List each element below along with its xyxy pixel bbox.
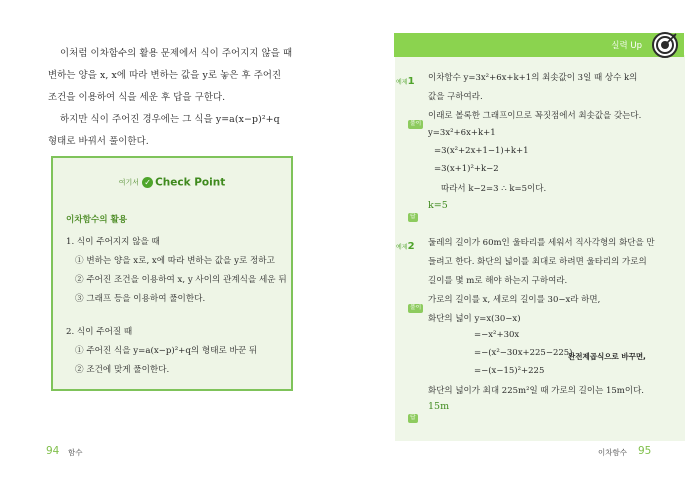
q2-line-2: 들려고 한다. 화단의 넓이를 최대로 하려면 울타리의 가로의 [428, 257, 647, 267]
check-point-prefix: 여기서 [118, 178, 140, 187]
intro-line-2: 변하는 양을 x, x에 따라 변하는 값을 y로 놓은 후 주어진 [48, 70, 282, 81]
check-point-item-1: 1. 식이 주어지지 않을 때 [66, 237, 160, 247]
q2-solution-5: =−(x−15)²+225 [474, 366, 545, 376]
check-point-item-2: 2. 식이 주어질 때 [66, 327, 133, 337]
q2-tag: 예제 [396, 244, 408, 251]
check-point-item-2-1: ① 주어진 식을 y=a(x−p)²+q의 형태로 바꾼 뒤 [75, 346, 258, 356]
intro-line-4: 하지만 식이 주어진 경우에는 그 식을 y=a(x−p)²+q [60, 114, 280, 125]
banner-label: 실력 Up [611, 41, 642, 51]
q1-solution-3: =3(x²+2x+1−1)+k+1 [434, 146, 529, 156]
intro-line-5: 형태로 바꿔서 풀이한다. [48, 136, 149, 147]
q2-solution-2: 화단의 넓이 y=x(30−x) [428, 314, 521, 324]
q2-solution-4: =−(x²−30x+225−225) [474, 348, 573, 358]
check-point-item-1-1: ① 변하는 양을 x로, x에 따라 변하는 값을 y로 정하고 [75, 256, 275, 266]
intro-line-3: 조건을 이용하여 식을 세운 후 답을 구한다. [48, 92, 226, 103]
q1-header [396, 69, 415, 88]
q1-answer-tag: 답 [410, 214, 416, 220]
target-icon [652, 32, 678, 58]
q2-solution-6: 화단의 넓이가 최대 225m²일 때 가로의 길이는 15m이다. [428, 386, 644, 396]
check-point-section: 이차함수의 활용 [66, 215, 128, 225]
q2-line-3: 길이를 몇 m로 해야 하는지 구하여라. [428, 276, 568, 286]
q1-solution-4: =3(x+1)²+k−2 [434, 164, 499, 174]
q1-answer: k=5 [428, 200, 448, 211]
q2-line-1: 둘레의 길이가 60m인 울타리를 세워서 직사각형의 화단을 만 [428, 238, 655, 248]
q2-number: 2 [407, 241, 415, 252]
intro-line-1: 이처럼 이차함수의 활용 문제에서 식이 주어지지 않을 때 [60, 48, 293, 59]
right-page [350, 0, 700, 489]
page-number-right: 95 [638, 445, 652, 457]
q2-note: 완전제곱식으로 바꾸면, [568, 352, 646, 361]
page-label-right: 이차함수 [598, 448, 627, 457]
q2-answer: 15m [428, 401, 450, 412]
q2-solution-tag: 풀이 [410, 305, 422, 311]
check-point-item-1-3: ③ 그래프 등을 이용하여 풀이한다. [75, 294, 206, 304]
section-banner [394, 33, 684, 57]
q2-answer-tag: 답 [410, 415, 416, 421]
check-point-item-1-2: ② 주어진 조건을 이용하여 x, y 사이의 관계식을 세운 뒤 [75, 275, 287, 285]
page-label-left: 함수 [68, 448, 83, 457]
q1-solution-1: 이래로 볼록한 그래프이므로 꼭짓점에서 최솟값을 갖는다. [428, 111, 642, 121]
q1-solution-tag: 풀이 [410, 121, 422, 127]
q2-header [396, 234, 415, 253]
q2-solution-1: 가로의 길이를 x, 세로의 길이를 30−x라 하면, [428, 295, 601, 305]
q1-tag: 예제 [396, 79, 408, 86]
check-point-box [51, 156, 293, 391]
check-point-item-2-2: ② 조건에 맞게 풀이한다. [75, 365, 170, 375]
check-icon: ✓ [142, 177, 153, 188]
q2-solution-3: =−x²+30x [474, 330, 520, 340]
check-point-header [53, 172, 291, 191]
page-number-left: 94 [46, 445, 60, 457]
q1-line-1: 이차함수 y=3x²+6x+k+1의 최솟값이 3일 때 상수 k의 [428, 73, 638, 83]
q1-line-2: 값을 구하여라. [428, 92, 483, 102]
q1-number: 1 [407, 76, 415, 87]
check-point-title: Check Point [155, 176, 226, 189]
q1-solution-5: 따라서 k−2=3 ∴ k=5이다. [441, 184, 547, 194]
q1-solution-2: y=3x²+6x+k+1 [428, 128, 496, 138]
